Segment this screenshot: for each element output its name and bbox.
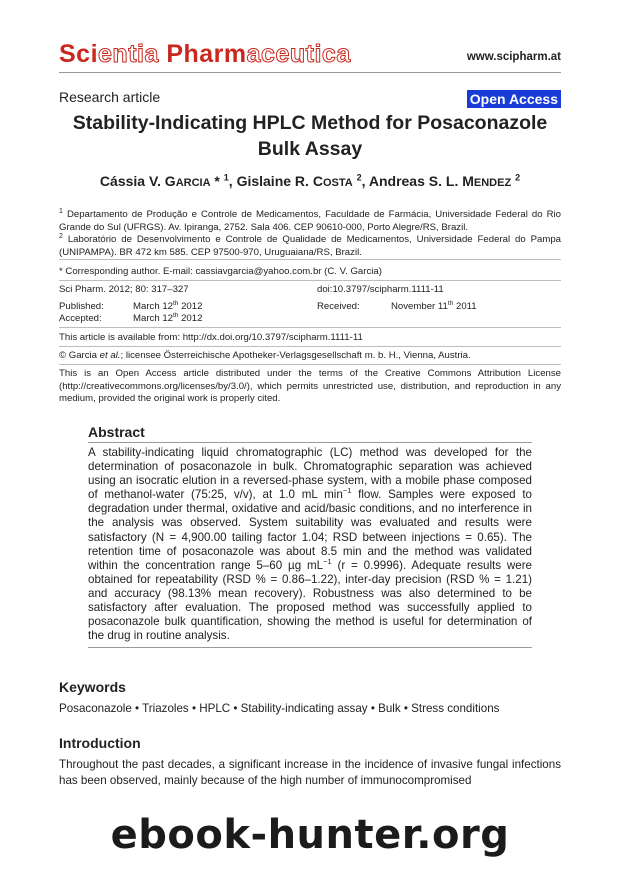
divider	[59, 346, 561, 347]
divider	[59, 259, 561, 260]
abstract-box	[88, 424, 532, 648]
affiliation-text: Departamento de Produção e Controle de Medicamentos, Faculdade de Farmácia, Universidade Federal do Rio Grande do Sul (UFRGS). Av. Ipiranga, 2752. Sala 406. CEP 90610-000, Porto Alegre/RS, Brazil.	[59, 209, 562, 233]
introduction-text: Throughout the past decades, a significant increase in the incidence of invasive fungal infections has been observed, mainly because of the high number of immunocompromised	[59, 758, 561, 787]
received-label: Received:	[317, 301, 360, 312]
published-year: 2012	[178, 301, 203, 312]
affiliation-number: 2	[59, 232, 63, 240]
abstract-part: flow. Samples were exposed to degradation under thermal, oxidative and acid/basic conditions, and no interference in the analysis was observed. System suitability was evaluated and results were satisfactory (N = 4,900.00 tailing factor 1.04; RSD between injections = 0.65). The retention time of posaconazole was about 8.5 min and the method was validated within the concentration range 5–60 µg mL	[88, 488, 533, 572]
article-type: Research article	[59, 89, 161, 105]
corresponding-author: * Corresponding author. E-mail: cassiavgarcia@yahoo.com.br (C. V. Garcia)	[59, 266, 382, 277]
author-given: Andreas S. L.	[368, 172, 463, 189]
author-given: Cássia V.	[99, 172, 165, 189]
divider	[59, 364, 561, 365]
logo-part: Sci	[59, 40, 99, 68]
author-affiliation: 2	[356, 172, 362, 182]
received-sup: th	[447, 299, 454, 307]
header-divider	[59, 72, 561, 73]
abstract-sup: −1	[342, 486, 352, 496]
keywords-text: Posaconazole • Triazoles • HPLC • Stability-indicating assay • Bulk • Stress conditions	[59, 702, 500, 715]
author-list	[59, 172, 561, 189]
affiliations	[59, 209, 561, 259]
author-given: Gislaine R.	[236, 172, 313, 189]
author-affiliation: 2	[515, 172, 521, 182]
author-surname-initial: G	[164, 172, 176, 189]
affiliation-number: 1	[59, 207, 63, 215]
author-surname-initial: M	[462, 172, 474, 189]
open-access-badge: Open Access	[467, 90, 561, 108]
license-statement: This is an Open Access article distributed under the terms of the Creative Commons Attribution License (http://creativecommons.org/licenses/by/3.0/), which permits unrestricted use, distribution, and reproduction in any medium, provided the original work is properly cited.	[59, 368, 561, 404]
divider	[59, 327, 561, 328]
availability-statement: This article is available from: http://dx.doi.org/10.3797/scipharm.1111-11	[59, 332, 363, 343]
author-affiliation: 1	[223, 172, 229, 182]
author-mark: *	[210, 172, 224, 189]
accepted-date	[59, 313, 202, 326]
introduction-heading: Introduction	[59, 735, 141, 751]
abstract-part: A stability-indicating liquid chromatographic (LC) method was developed for the determination of posaconazole in bulk. Chromatographic separation was achieved using an isocratic elution in a reversed-phase system, with a mobile phase composed of methanol-water (75:25, v/v), at 1.0 mL min	[88, 446, 532, 502]
received-year: 2011	[453, 301, 477, 312]
abstract-part: (r = 0.9996). Adequate results were obtained for repeatability (RSD % = 0.86–1.22), inter-day precision (RSD % = 1.21) and accuracy (98.13% mean recovery). Robustness was also determined to be satisfactory after evaluation. The proposed method was successfully applied to posaconazole bulk quantification, showing the method is useful for determination of the drug in routine analysis.	[88, 558, 533, 643]
logo-part: Pharm	[158, 40, 247, 68]
abstract-sup: −1	[323, 556, 332, 566]
affiliation-text: Laboratório de Desenvolvimento e Controle de Qualidade de Medicamentos, Universidade Federal do Pampa (UNIPAMPA). BR 472 km 585. CEP 97500-970, Uruguaiana/RS, Brazil.	[59, 234, 561, 258]
keywords-heading: Keywords	[59, 679, 126, 695]
accepted-day: March 12	[133, 313, 173, 324]
author	[237, 173, 369, 189]
copyright-pre: © Garcia	[59, 350, 100, 361]
journal-website[interactable]: www.scipharm.at	[466, 51, 561, 63]
watermark: ebook-hunter.org	[110, 812, 510, 858]
accepted-sup: th	[173, 311, 179, 319]
doi[interactable]: doi:10.3797/scipharm.1111-11	[317, 284, 444, 295]
article-title: Stability-Indicating HPLC Method for Posaconazole Bulk Assay	[72, 112, 548, 160]
accepted-label: Accepted:	[59, 313, 102, 324]
author-separator: ,	[228, 172, 237, 189]
author-surname-initial: C	[312, 172, 323, 189]
citation: Sci Pharm. 2012; 80: 317–327	[59, 284, 189, 295]
author-surname-rest: ENDEZ	[473, 176, 512, 189]
affiliation-item	[59, 234, 561, 259]
copyright-statement	[59, 350, 561, 363]
author-separator: ,	[361, 172, 369, 189]
author	[100, 173, 237, 189]
author	[369, 173, 520, 189]
divider	[59, 280, 561, 281]
copyright-em: et al.	[99, 350, 121, 361]
published-date	[59, 301, 202, 314]
logo-part: entia	[98, 40, 159, 68]
logo-part: aceutica	[246, 40, 351, 68]
received-date	[317, 301, 477, 314]
journal-logo	[59, 40, 351, 69]
published-day: March 12	[133, 301, 173, 312]
received-day: November 11	[391, 301, 448, 312]
copyright-post: ; licensee Österreichische Apotheker-Verlagsgesellschaft m. b. H., Vienna, Austria.	[120, 350, 471, 361]
abstract-text	[88, 443, 532, 648]
accepted-year: 2012	[178, 313, 203, 324]
affiliation-item	[59, 209, 561, 234]
published-label: Published:	[59, 301, 104, 312]
author-surname-rest: ARCIA	[175, 176, 211, 189]
author-surname-rest: OSTA	[322, 176, 353, 189]
published-sup: th	[173, 299, 179, 307]
abstract-heading: Abstract	[88, 424, 532, 443]
